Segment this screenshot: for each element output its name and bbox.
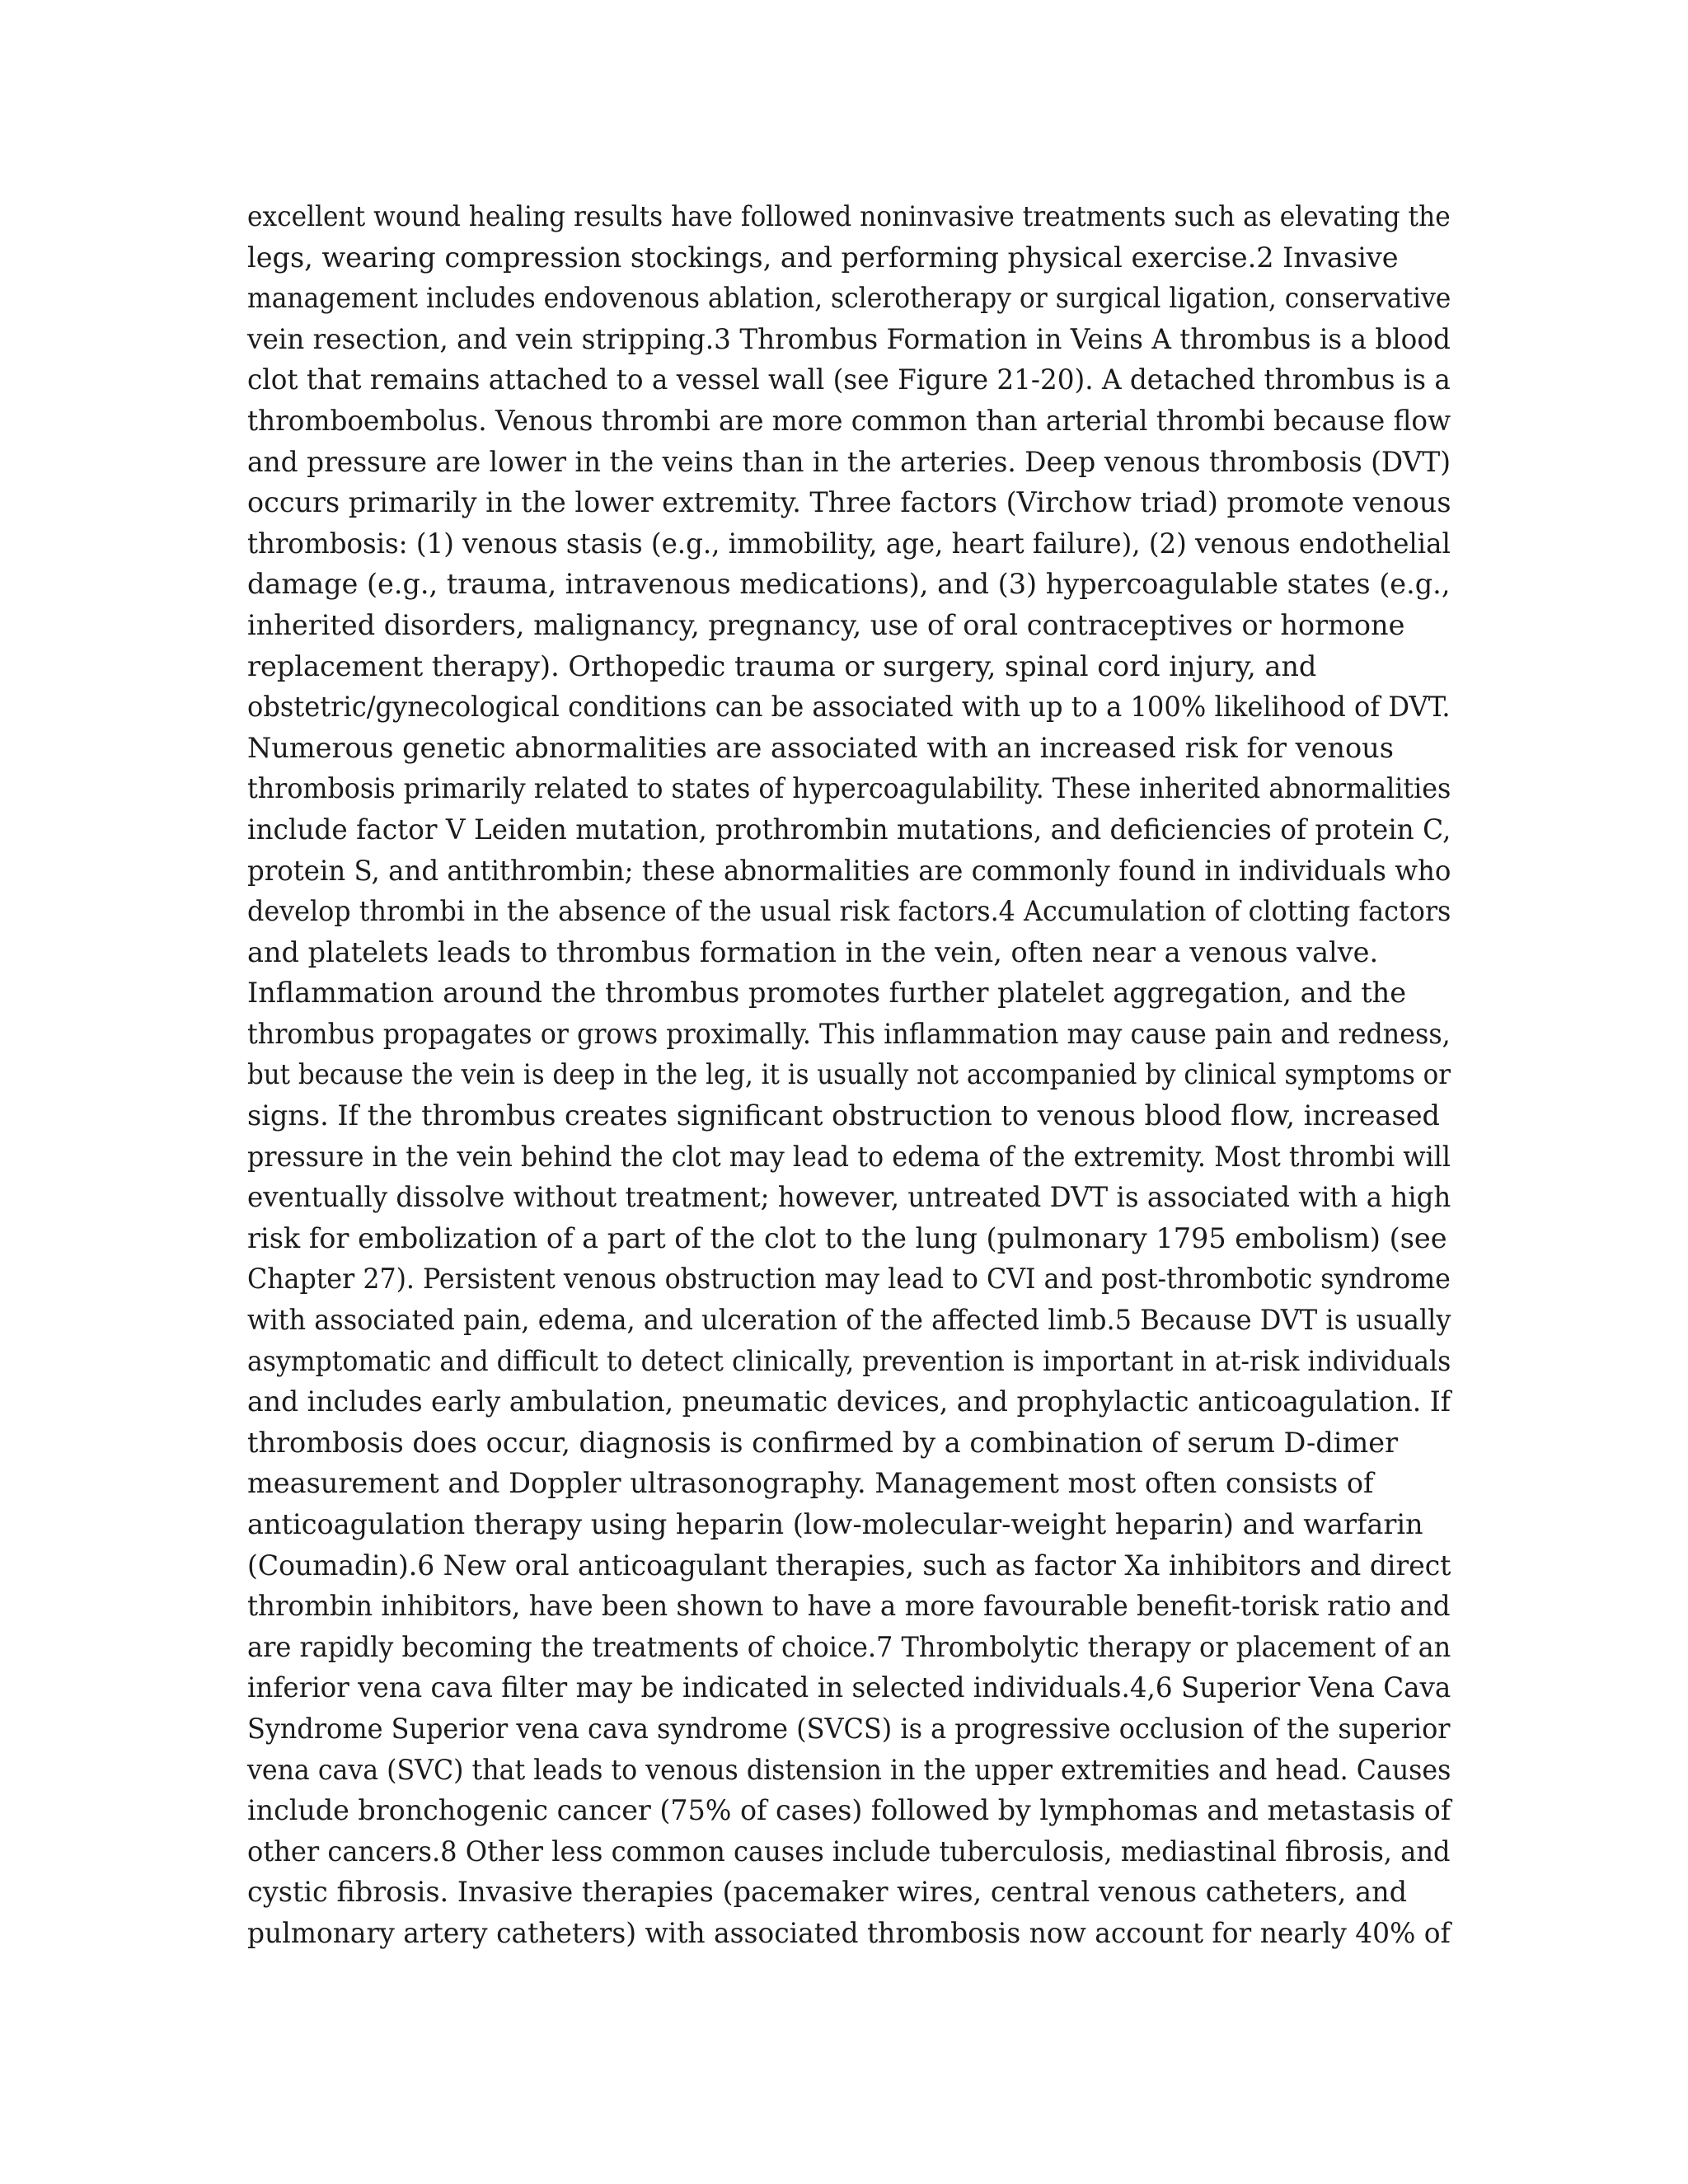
text-line: and includes early ambulation, pneumatic devices, and prophylactic anticoagulation. If xyxy=(247,1385,1451,1418)
text-line: replacement therapy). Orthopedic trauma or surgery, spinal cord injury, and xyxy=(247,649,1317,682)
text-line: eventually dissolve without treatment; however, untreated DVT is associated with a high xyxy=(247,1181,1451,1214)
text-line: Numerous genetic abnormalities are associated with an increased risk for venous xyxy=(247,731,1394,764)
text-line: thrombin inhibitors, have been shown to have a more favourable benefit-torisk ratio and xyxy=(247,1590,1451,1623)
text-line: with associated pain, edema, and ulceration of the affected limb.5 Because DVT is usually xyxy=(247,1304,1451,1337)
text-line: legs, wearing compression stockings, and performing physical exercise.2 Invasive xyxy=(247,241,1399,274)
text-line: include bronchogenic cancer (75% of cases) followed by lymphomas and metastasis of xyxy=(247,1794,1451,1827)
text-line: inferior vena cava filter may be indicated in selected individuals.4,6 Superior Vena Cava xyxy=(247,1671,1451,1704)
text-line: but because the vein is deep in the leg, it is usually not accompanied by clinical symptoms or xyxy=(247,1058,1451,1091)
text-line: thrombosis does occur, diagnosis is confirmed by a combination of serum D-dimer xyxy=(247,1426,1399,1459)
text-line: anticoagulation therapy using heparin (low-molecular-weight heparin) and warfarin xyxy=(247,1508,1423,1540)
text-line: other cancers.8 Other less common causes include tuberculosis, mediastinal fibrosis, and xyxy=(247,1835,1451,1868)
text-line: Syndrome Superior vena cava syndrome (SVCS) is a progressive occlusion of the superior xyxy=(247,1712,1451,1745)
text-line: develop thrombi in the absence of the usual risk factors.4 Accumulation of clotting factors xyxy=(247,895,1451,928)
text-line: Chapter 27). Persistent venous obstruction may lead to CVI and post-thrombotic syndrome xyxy=(247,1263,1451,1296)
text-line: thrombosis primarily related to states of hypercoagulability. These inherited abnormalities xyxy=(247,772,1451,805)
text-line: excellent wound healing results have followed noninvasive treatments such as elevating the xyxy=(247,200,1451,232)
text-line: clot that remains attached to a vessel wall (see Figure 21-20). A detached thrombus is a xyxy=(247,363,1451,396)
text-line: and pressure are lower in the veins than in the arteries. Deep venous thrombosis (DVT) xyxy=(247,445,1451,478)
text-line: damage (e.g., trauma, intravenous medications), and (3) hypercoagulable states (e.g., xyxy=(247,568,1451,601)
text-line: thromboembolus. Venous thrombi are more common than arterial thrombi because flow xyxy=(247,404,1451,437)
text-line: protein S, and antithrombin; these abnormalities are commonly found in individuals who xyxy=(247,854,1451,887)
text-line: include factor V Leiden mutation, prothrombin mutations, and deficiencies of protein C, xyxy=(247,813,1451,846)
text-line: thrombosis: (1) venous stasis (e.g., immobility, age, heart failure), (2) venous endothelial xyxy=(247,527,1451,560)
text-line: vena cava (SVC) that leads to venous distension in the upper extremities and head. Causes xyxy=(247,1753,1451,1786)
text-line: asymptomatic and difficult to detect clinically, prevention is important in at-risk individuals xyxy=(247,1344,1451,1377)
text-line: cystic fibrosis. Invasive therapies (pacemaker wires, central venous catheters, and xyxy=(247,1876,1408,1909)
text-line: and platelets leads to thrombus formation in the vein, often near a venous valve. xyxy=(247,935,1379,968)
text-line: are rapidly becoming the treatments of choice.7 Thrombolytic therapy or placement of an xyxy=(247,1630,1451,1663)
text-line: inherited disorders, malignancy, pregnancy, use of oral contraceptives or hormone xyxy=(247,608,1405,641)
text-line: occurs primarily in the lower extremity. Three factors (Virchow triad) promote venous xyxy=(247,486,1451,519)
text-line: management includes endovenous ablation, sclerotherapy or surgical ligation, conservative xyxy=(247,282,1451,315)
text-line: thrombus propagates or grows proximally. This inflammation may cause pain and redness, xyxy=(247,1017,1451,1050)
text-line: pressure in the vein behind the clot may lead to edema of the extremity. Most thrombi will xyxy=(247,1140,1451,1173)
text-line: pulmonary artery catheters) with associated thrombosis now account for nearly 40% of xyxy=(247,1916,1451,1949)
text-line: risk for embolization of a part of the clot to the lung (pulmonary 1795 embolism) (see xyxy=(247,1221,1447,1254)
text-line: measurement and Doppler ultrasonography. Management most often consists of xyxy=(247,1467,1374,1500)
text-line: vein resection, and vein stripping.3 Thrombus Formation in Veins A thrombus is a blood xyxy=(247,322,1451,355)
body-text xyxy=(247,196,1451,1954)
text-line: Inflammation around the thrombus promotes further platelet aggregation, and the xyxy=(247,977,1407,1010)
text-line: (Coumadin).6 New oral anticoagulant therapies, such as factor Xa inhibitors and direct xyxy=(247,1549,1451,1582)
text-line: obstetric/gynecological conditions can be associated with up to a 100% likelihood of DVT. xyxy=(247,691,1451,724)
text-line: signs. If the thrombus creates significant obstruction to venous blood flow, increased xyxy=(247,1099,1440,1132)
